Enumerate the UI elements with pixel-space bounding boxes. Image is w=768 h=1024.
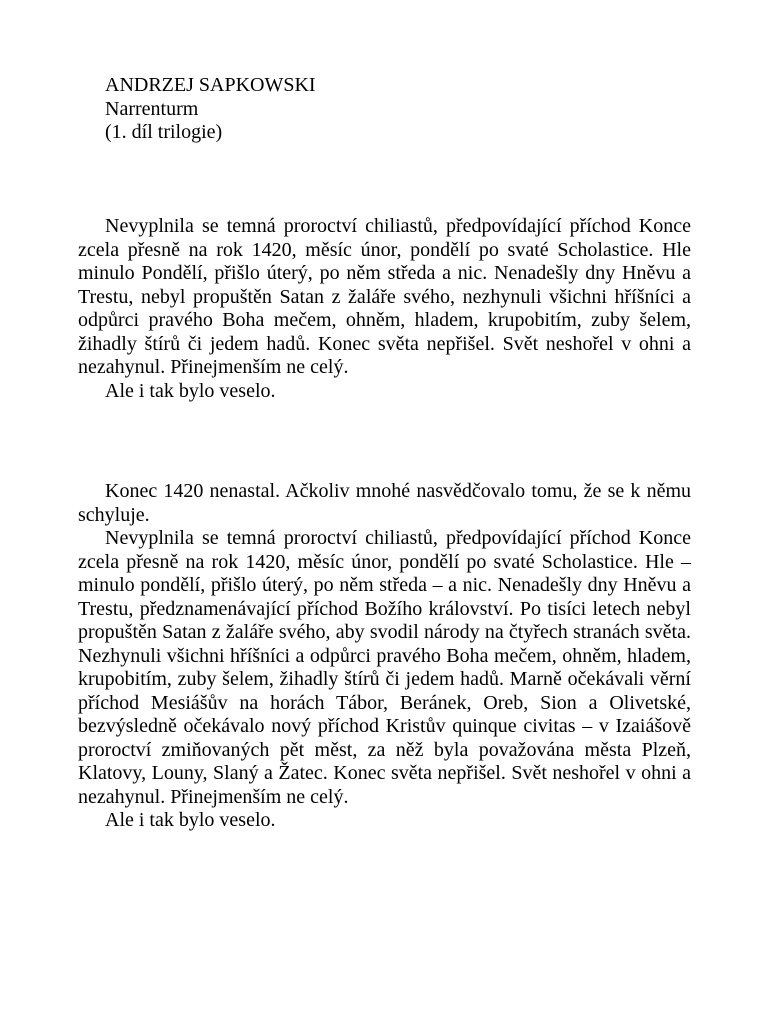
paragraph: Konec 1420 nenastal. Ačkoliv mnohé nasvědčovalo tomu, že se k němu schyluje. [78,480,691,526]
paragraph: Ale i tak bylo veselo. [105,379,276,402]
paragraph: Nevyplnila se temná proroctví chiliastů, předpovídající příchod Konce zcela přesně na rok 1420, měsíc únor, pondělí po svaté Scholastice. Hle minulo Pondělí, přišlo úterý, po něm středa a nic. Nenadešly dny Hněvu a Trestu, nebyl propuštěn Satan z žaláře svého, nezhynuli všichni hříšníci a odpůrci pravého Boha mečem, ohněm, hladem, krupobitím, zuby šelem, žihadly štírů či jedem hadů. Konec světa nepřišel. Svět neshořel v ohni a nezahynul. Přinejmenším ne celý. [78,215,691,378]
author-name: ANDRZEJ SAPKOWSKI [105,74,316,96]
text-section-2 [78,480,691,833]
title-block [105,74,316,145]
paragraph: Ale i tak bylo veselo. [105,809,276,831]
paragraph: Nevyplnila se temná proroctví chiliastů, předpovídající příchod Konce zcela přesně na rok 1420, měsíc únor, pondělí po svaté Scholastice. Hle – minulo pondělí, přišlo úterý, po něm středa – a nic. Nenadešly dny Hněvu a Trestu, předznamenávající příchod Božího království. Po tisíci letech nebyl propuštěn Satan z žaláře svého, aby svodil národy na čtyřech stranách světa. Nezhynuli všichni hříšníci a odpůrci pravého Boha mečem, ohněm, hladem, krupobitím, zuby šelem, žihadly štírů či jedem hadů. Marně očekávali věrní příchod Mesiášův na horách Tábor, Beránek, Oreb, Sion a Olivetské, bezvýsledně očekávalo nový příchod Kristův quinque civitas – v Izaiášově proroctví zmiňovaných pět měst, za něž byla považována města Plzeň, Klatovy, Louny, Slaný a Žatec. Konec světa nepřišel. Svět neshořel v ohni a nezahynul. Přinejmenším ne celý. [78,527,691,808]
text-section-1 [78,215,691,403]
book-subtitle: (1. díl trilogie) [105,121,223,143]
book-title: Narrenturm [105,97,199,120]
